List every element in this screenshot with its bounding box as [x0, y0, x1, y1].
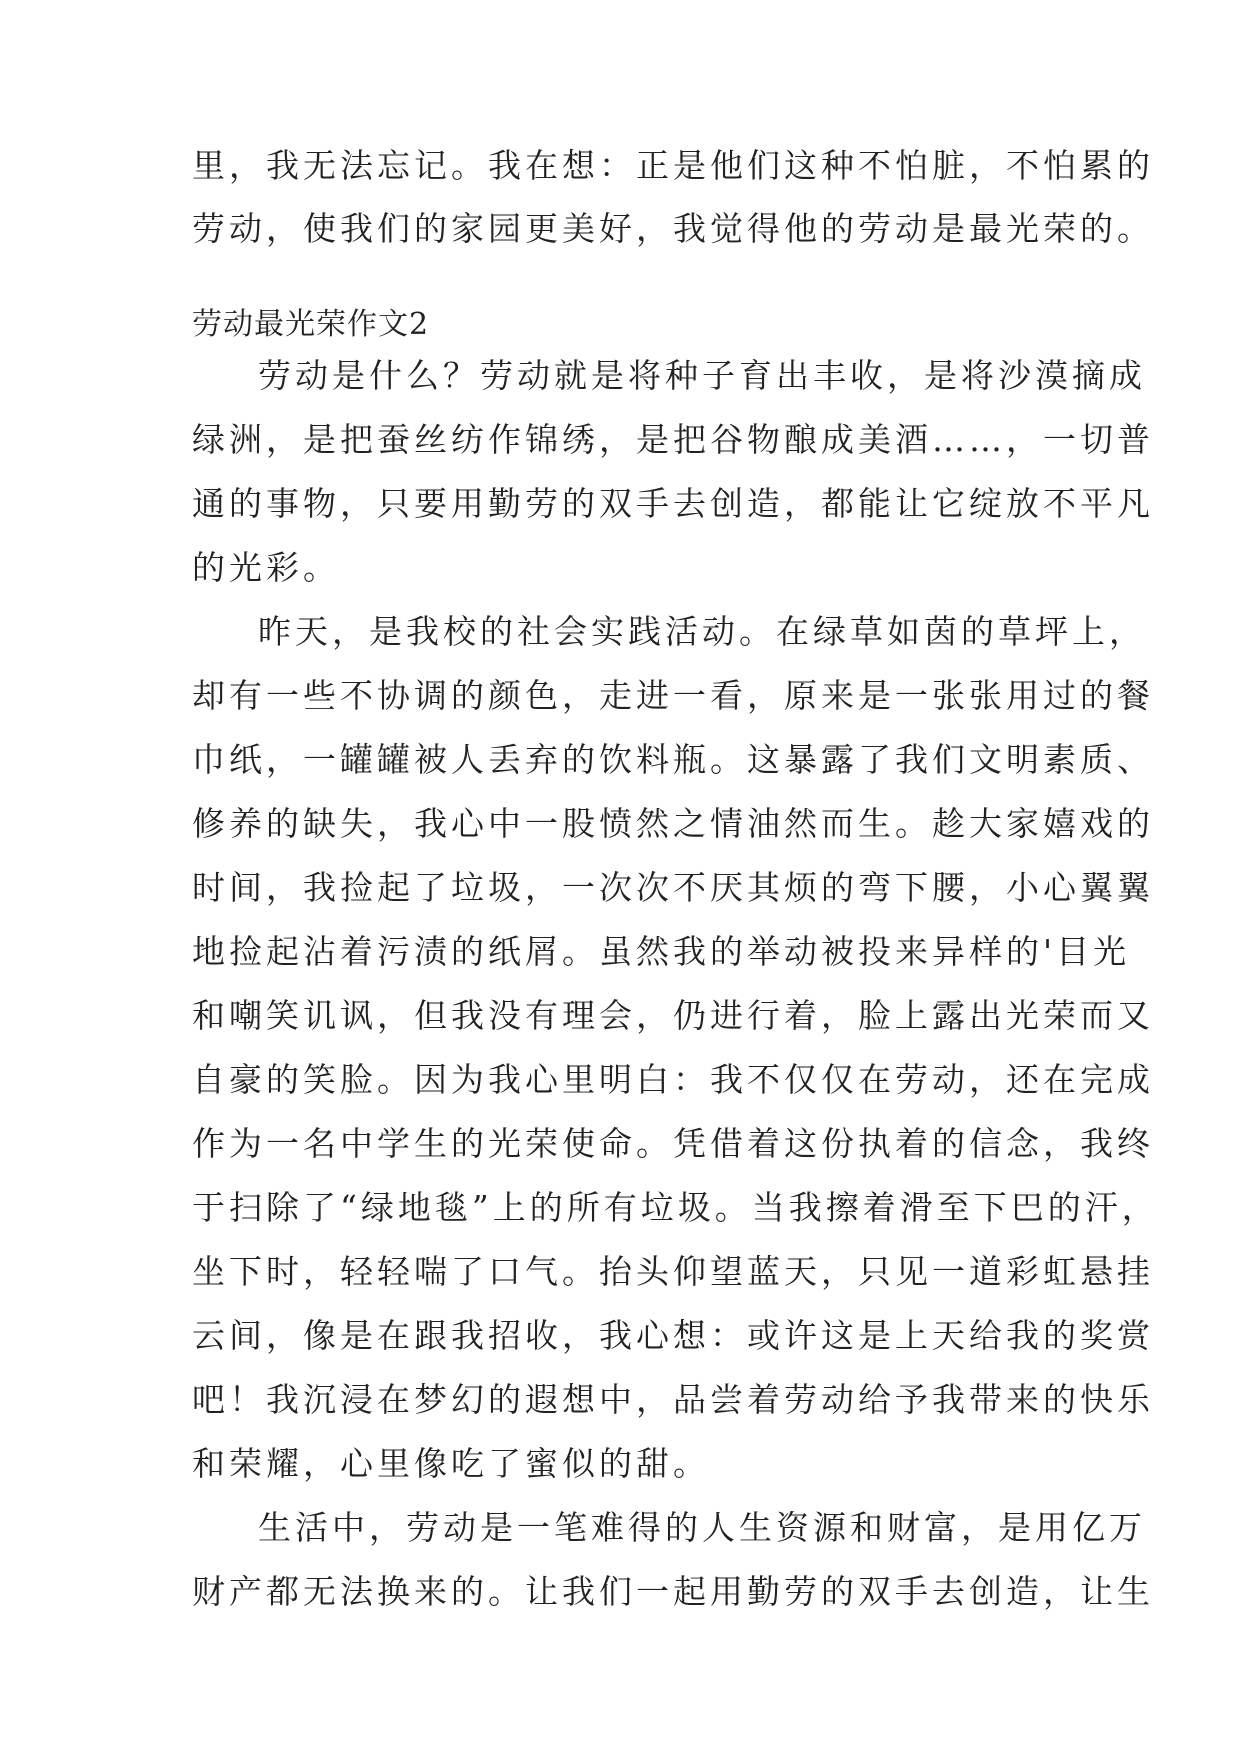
paragraph-2-line-13: 吧！我沉浸在梦幻的遐想中，品尝着劳动给予我带来的快乐	[192, 1380, 1154, 1419]
paragraph-2-line-7: 和嘲笑讥讽，但我没有理会，仍进行着，脸上露出光荣而又	[192, 996, 1154, 1035]
paragraph-1-line-3: 通的事物，只要用勤劳的双手去创造，都能让它绽放不平凡	[192, 484, 1154, 523]
text-line-1: 里，我无法忘记。我在想：正是他们这种不怕脏，不怕累的	[192, 146, 1154, 185]
paragraph-2-line-6: 地捡起沾着污渍的纸屑。虽然我的举动被投来异样的'目光	[192, 932, 1131, 971]
paragraph-2-line-12: 云间，像是在跟我招收，我心想：或许这是上天给我的奖赏	[192, 1316, 1154, 1355]
paragraph-2-line-4: 修养的缺失，我心中一股愤然之情油然而生。趁大家嬉戏的	[192, 804, 1154, 843]
text-line-2: 劳动，使我们的家园更美好，我觉得他的劳动是最光荣的。	[192, 209, 1154, 248]
paragraph-1-line-4: 的光彩。	[192, 548, 340, 587]
paragraph-2-line-10: 于扫除了“绿地毯”上的所有垃圾。当我擦着滑至下巴的汗，	[192, 1188, 1159, 1227]
document-page	[192, 0, 1159, 1754]
paragraph-1-line-2: 绿洲，是把蚕丝纺作锦绣，是把谷物酿成美酒……，一切普	[192, 420, 1154, 459]
paragraph-3-line-1: 生活中，劳动是一笔难得的人生资源和财富，是用亿万	[258, 1508, 1146, 1547]
paragraph-3-line-2: 财产都无法换来的。让我们一起用勤劳的双手去创造，让生	[192, 1572, 1154, 1611]
paragraph-2-line-11: 坐下时，轻轻喘了口气。抬头仰望蓝天，只见一道彩虹悬挂	[192, 1252, 1154, 1291]
paragraph-2-line-14: 和荣耀，心里像吃了蜜似的甜。	[192, 1444, 710, 1483]
paragraph-2-line-2: 却有一些不协调的颜色，走进一看，原来是一张张用过的餐	[192, 676, 1154, 715]
paragraph-2-line-1: 昨天，是我校的社会实践活动。在绿草如茵的草坪上，	[258, 612, 1146, 651]
paragraph-1-line-1: 劳动是什么？劳动就是将种子育出丰收，是将沙漠摘成	[258, 356, 1146, 395]
section-title: 劳动最光荣作文2	[192, 307, 430, 342]
paragraph-2-line-3: 巾纸，一罐罐被人丢弃的饮料瓶。这暴露了我们文明素质、	[192, 740, 1154, 779]
paragraph-2-line-8: 自豪的笑脸。因为我心里明白：我不仅仅在劳动，还在完成	[192, 1060, 1154, 1099]
paragraph-2-line-9: 作为一名中学生的光荣使命。凭借着这份执着的信念，我终	[192, 1124, 1154, 1163]
paragraph-2-line-5: 时间，我捡起了垃圾，一次次不厌其烦的弯下腰，小心翼翼	[192, 868, 1154, 907]
